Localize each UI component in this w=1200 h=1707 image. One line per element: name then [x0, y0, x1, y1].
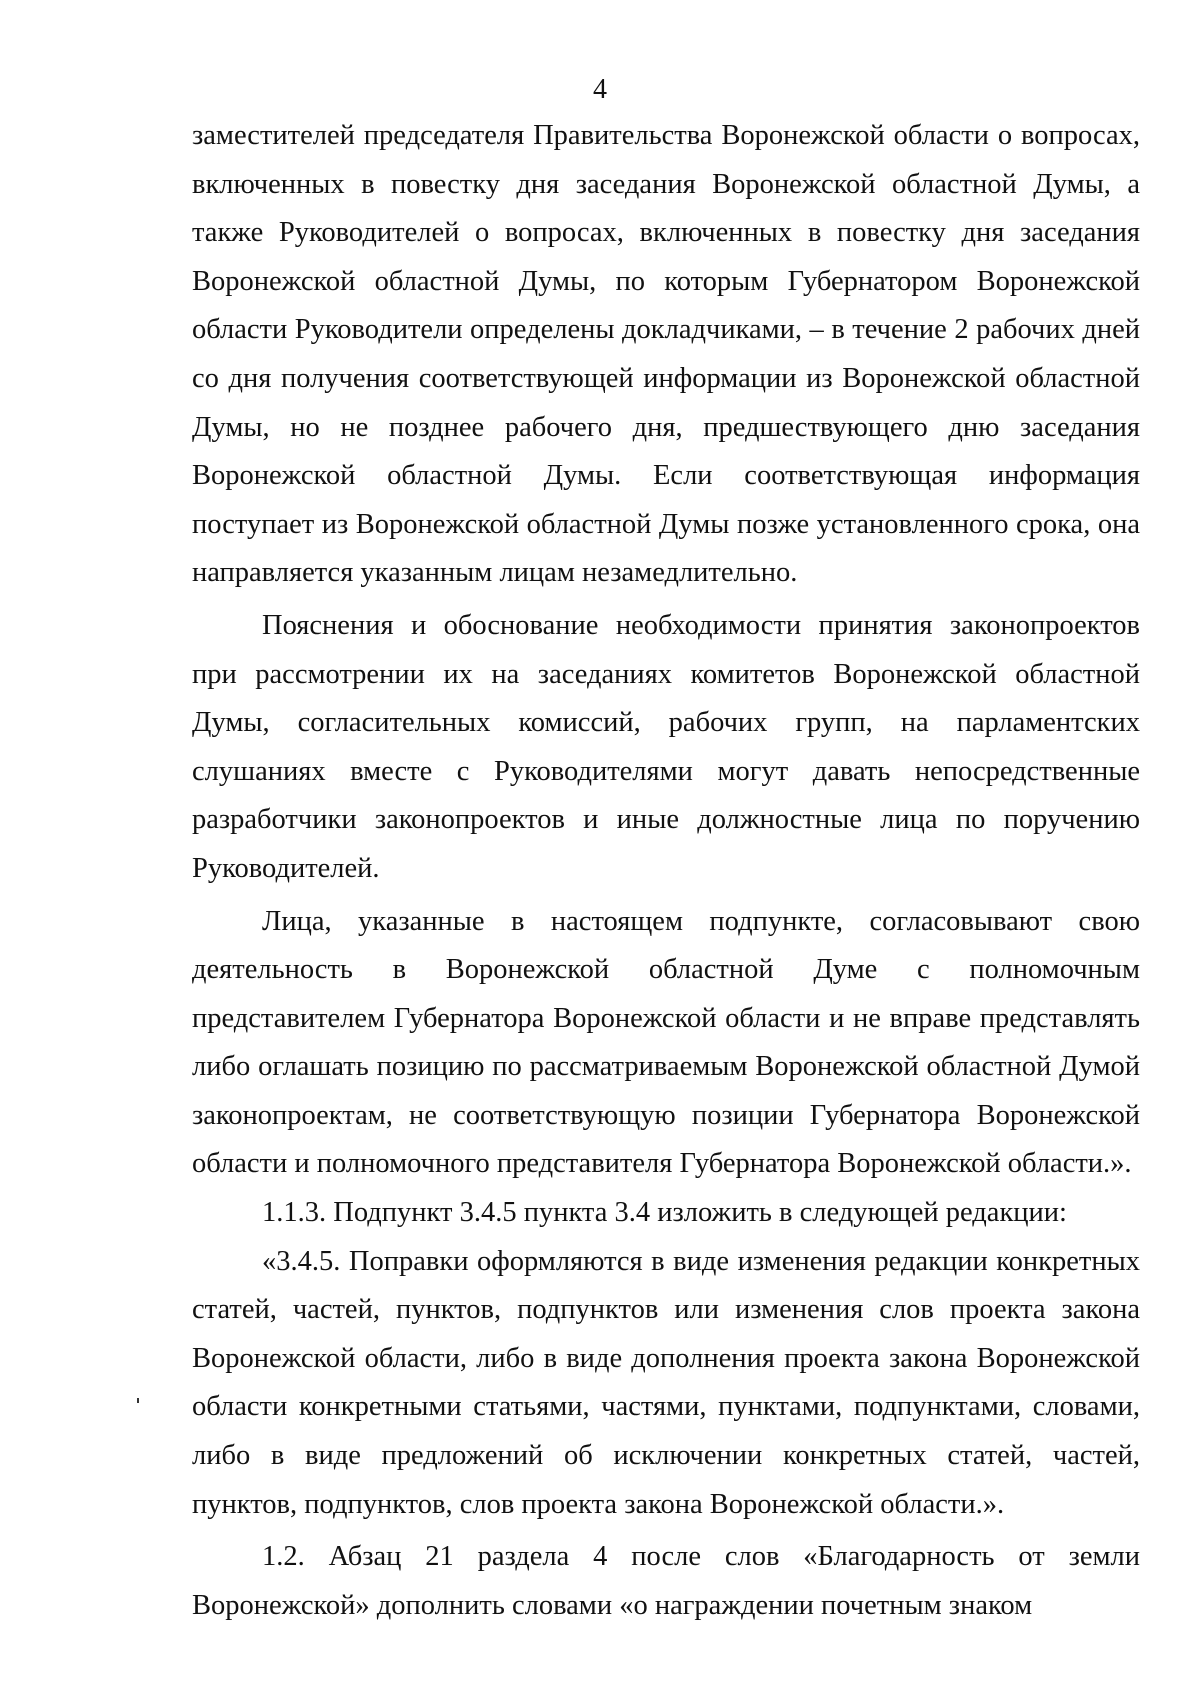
document-body — [192, 112, 1140, 1630]
paragraph-amendments-3-4-5: «3.4.5. Поправки оформляются в виде изменения редакции конкретных статей, частей, пунктов, подпунктов или изменения слов проекта закона Воронежской области, либо в виде дополнения проекта закона Воронежской области конкретными статьями, частями, пунктами, подпунктами, словами, либо в виде предложений об исключении конкретных статей, частей, пунктов, подпунктов, слов проекта закона Воронежской области.». — [192, 1245, 1140, 1520]
paragraph-explanations: Пояснения и обоснование необходимости принятия законопроектов при рассмотрении их на заседаниях комитетов Воронежской областной Думы, согласительных комиссий, рабочих групп, на парламентских слушаниях вместе с Руководителями могут давать непосредственные разработчики законопроектов и иные должностные лица по поручению Руководителей. — [192, 609, 1140, 884]
paragraph-persons: Лица, указанные в настоящем подпункте, согласовывают свою деятельность в Воронежской областной Думе с полномочным представителем Губернатора Воронежской области и не вправе представлять либо оглашать позицию по рассматриваемым Воронежской областной Думой законопроектам, не соответствующую позиции Губернатора Воронежской области и полномочного представителя Губернатора Воронежской области.». — [192, 905, 1140, 1180]
paragraph-clause-1-2: 1.2. Абзац 21 раздела 4 после слов «Благодарность от земли Воронежской» дополнить словами «о награждении почетным знаком — [192, 1541, 1140, 1621]
paragraph-subclause-1-1-3: 1.1.3. Подпункт 3.4.5 пункта 3.4 изложить в следующей редакции: — [262, 1197, 1067, 1229]
paragraph-continuation: заместителей председателя Правительства Воронежской области о вопросах, включенных в повестку дня заседания Воронежской областной Думы, а также Руководителей о вопросах, включенных в повестку дня заседания Воронежской областной Думы, по которым Губернатором Воронежской области Руководители определены докладчиками, – в течение 2 рабочих дней со дня получения соответствующей информации из Воронежской областной Думы, но не позднее рабочего дня, предшествующего дню заседания Воронежской областной Думы. Если соответствующая информация поступает из Воронежской областной Думы позже установленного срока, она направляется указанным лицам незамедлительно. — [192, 120, 1140, 589]
scan-speck — [137, 1398, 139, 1403]
page-number: 4 — [593, 74, 607, 105]
